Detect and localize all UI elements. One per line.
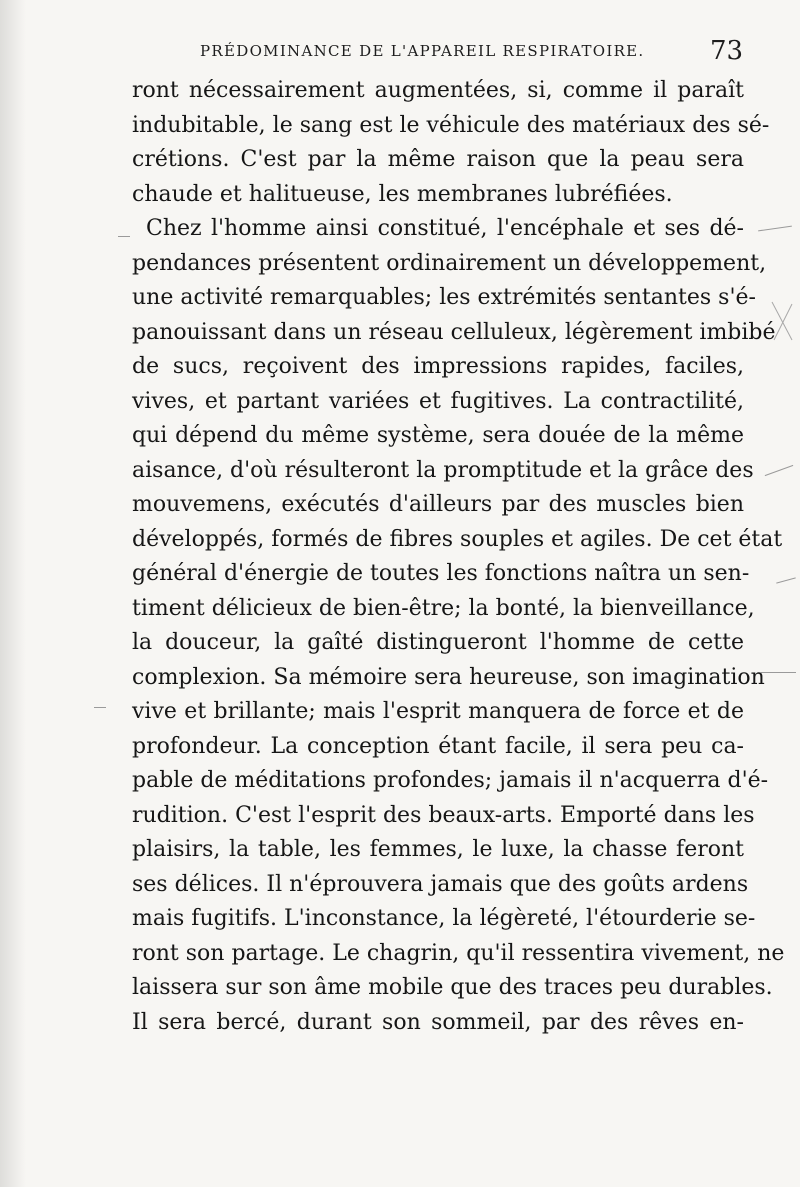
- text-line: ront son partage. Le chagrin, qu'il ressentira vivement, ne: [132, 940, 785, 966]
- text-line: indubitable, le sang est le véhicule des matériaux des sé-: [132, 112, 770, 138]
- text-line: aisance, d'où résulteront la promptitude et la grâce des: [132, 457, 754, 483]
- pencil-mark: [118, 236, 130, 237]
- running-head: [0, 36, 800, 66]
- text-line: une activité remarquables; les extrémités sentantes s'é-: [132, 285, 756, 310]
- pencil-mark: [760, 672, 796, 673]
- text-line: général d'énergie de toutes les fonctions naîtra un sen-: [132, 561, 750, 586]
- text-line: vive et brillante; mais l'esprit manquera de force et de: [132, 699, 744, 724]
- text-line: complexion. Sa mémoire sera heureuse, son imagination: [132, 664, 765, 690]
- text-line: pable de méditations profondes; jamais il n'acquerra d'é-: [132, 768, 769, 793]
- text-line: plaisirs, la table, les femmes, le luxe, la chasse feront: [132, 837, 744, 862]
- text-line: mouvemens, exécutés d'ailleurs par des muscles bien: [132, 492, 744, 517]
- text-line: timent délicieux de bien-être; la bonté, la bienveillance,: [132, 595, 755, 621]
- pencil-mark: [758, 226, 792, 232]
- text-line: ront nécessairement augmentées, si, comme il paraît: [132, 78, 744, 103]
- text-line: mais fugitifs. L'inconstance, la légèreté, l'étourderie se-: [132, 906, 756, 931]
- text-line: qui dépend du même système, sera douée de la même: [132, 423, 744, 448]
- text-line: crétions. C'est par la même raison que la peau sera: [132, 147, 744, 172]
- gutter-shadow: [0, 0, 26, 1187]
- text-line: panouissant dans un réseau celluleux, légèrement imbibé: [132, 319, 776, 345]
- text-line: de sucs, reçoivent des impressions rapides, faciles,: [132, 354, 744, 379]
- text-line: profondeur. La conception étant facile, il sera peu ca-: [132, 733, 744, 759]
- pencil-mark: [94, 707, 106, 708]
- text-line: rudition. C'est l'esprit des beaux-arts. Emporté dans les: [132, 802, 755, 828]
- text-line: Il sera bercé, durant son sommeil, par des rêves en-: [132, 1009, 744, 1035]
- pencil-mark: [776, 577, 796, 583]
- text-line: ses délices. Il n'éprouvera jamais que des goûts ardens: [132, 871, 749, 897]
- text-line: chaude et halitueuse, les membranes lubréfiées.: [132, 181, 673, 207]
- pencil-mark: [765, 465, 794, 476]
- text-line: pendances présentent ordinairement un développement,: [132, 250, 767, 276]
- text-line: la douceur, la gaîté distingueront l'homme de cette: [132, 630, 744, 655]
- text-line: Chez l'homme ainsi constitué, l'encéphale et ses dé-: [146, 216, 744, 241]
- text-line: développés, formés de fibres souples et agiles. De cet état: [132, 526, 783, 552]
- text-line: laissera sur son âme mobile que des traces peu durables.: [132, 975, 773, 1000]
- text-line: vives, et partant variées et fugitives. La contractilité,: [132, 388, 744, 414]
- running-title: PRÉDOMINANCE DE L'APPAREIL RESPIRATOIRE.: [200, 42, 645, 60]
- pencil-cross-mark: [770, 300, 794, 342]
- page-number: 73: [710, 36, 744, 66]
- body-text: [132, 74, 785, 1040]
